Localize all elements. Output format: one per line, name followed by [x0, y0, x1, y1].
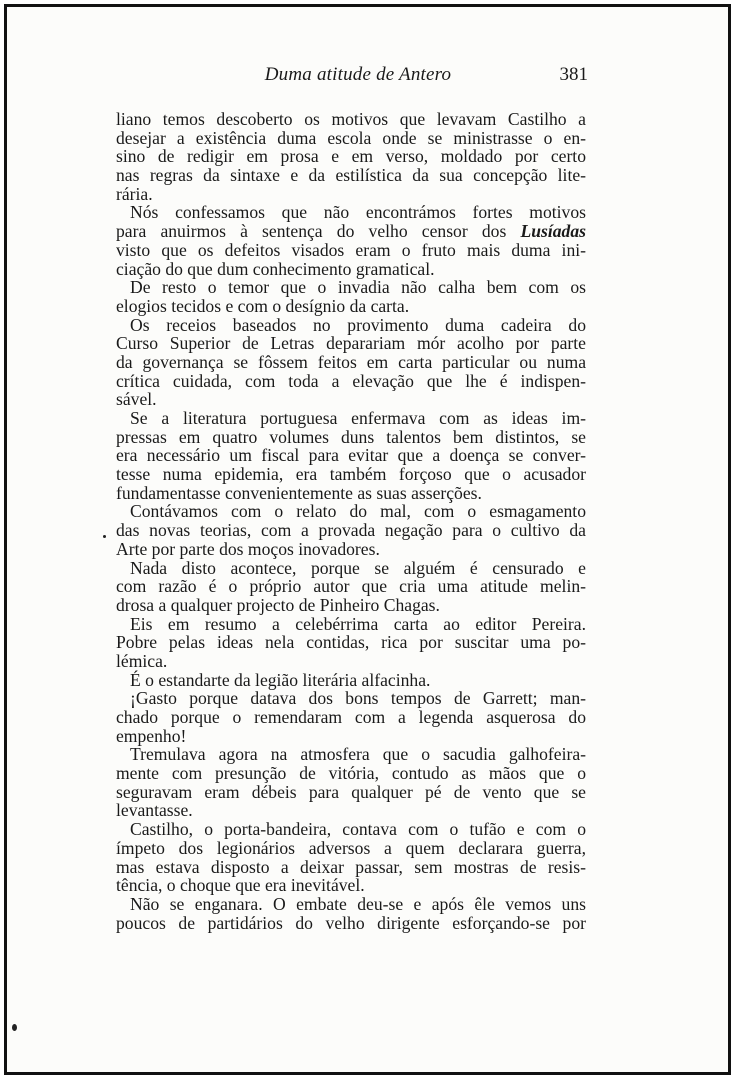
- text-line: empenho!: [116, 725, 187, 746]
- text-line: desejar a existência duma escola onde se ministrasse o en-: [116, 127, 586, 148]
- text-line: Castilho, o porta-bandeira, contava com o tufão e com o: [130, 819, 586, 840]
- text-line: das novas teorias, com a provada negação para o cultivo da: [116, 520, 586, 541]
- text-line: crítica cuidada, com toda a elevação que lhe é indispen-: [116, 370, 586, 391]
- text-line: ímpeto dos legionários adversos a quem declarara guerra,: [116, 837, 586, 858]
- running-title: Duma atitude de Antero: [264, 64, 452, 85]
- text-segment: para anuirmos à sentença do velho censor dos: [116, 221, 521, 242]
- text-line: ciação do que dum conhecimento gramatical.: [116, 258, 435, 279]
- text-line: sino de redigir em prosa e em verso, moldado por certo: [116, 146, 586, 167]
- text-line: pressas em quatro volumes duns talentos bem distintos, se: [116, 426, 586, 447]
- text-line: Não se enganara. O embate deu-se e após êle vemos uns: [130, 893, 586, 914]
- text-line: poucos de partidários do velho dirigente esforçando-se por: [116, 912, 586, 933]
- text-line: levantasse.: [116, 800, 193, 821]
- text-line: É o estandarte da legião literária alfacinha.: [130, 669, 431, 690]
- text-line: Nada disto acontece, porque se alguém é censurado e: [130, 557, 586, 578]
- text-line: Tremulava agora na atmosfera que o sacudia galhofeira-: [130, 744, 586, 765]
- text-line: visto que os defeitos visados eram o fruto mais duma ini-: [116, 239, 586, 260]
- text-line: chado porque o remendaram com a legenda asquerosa do: [116, 707, 586, 727]
- text-line: ¡Gasto porque datava dos bons tempos de Garrett; man-: [130, 688, 586, 709]
- margin-speck: [103, 535, 106, 538]
- page-number: 381: [559, 64, 588, 85]
- text-line: tência, o choque que era inevitável.: [116, 875, 365, 896]
- text-line: elogios tecidos e com o desígnio da carta.: [116, 295, 410, 316]
- text-line: seguravam eram débeis para qualquer pé de vento que se: [116, 781, 586, 802]
- text-line: sável.: [116, 389, 157, 410]
- text-line: mente com presunção de vitória, contudo as mãos que o: [116, 763, 586, 784]
- emphasized-title: Lusíadas: [520, 221, 586, 242]
- text-line: lémica.: [116, 650, 168, 671]
- text-line: da governança se fôssem feitos em carta particular ou numa: [116, 351, 586, 372]
- text-line: De resto o temor que o invadia não calha bem com os: [130, 277, 586, 298]
- text-line: Nós confessamos que não encontrámos fortes motivos: [130, 202, 586, 223]
- text-line: Se a literatura portuguesa enfermava com as ideas im-: [130, 408, 586, 428]
- text-line: Arte por parte dos moços inovadores.: [116, 538, 380, 559]
- text-line: nas regras da sintaxe e da estilística da sua concepção lite-: [116, 165, 586, 186]
- text-line: era necessário um fiscal para evitar que a doença se conver-: [116, 445, 586, 466]
- text-line: Contávamos com o relato do mal, com o esmagamento: [130, 501, 586, 522]
- page-header: [108, 64, 588, 92]
- text-line: tesse numa epidemia, era também forçoso que o acusador: [116, 464, 586, 485]
- text-line: fundamentasse convenientemente as suas asserções.: [116, 482, 482, 503]
- text-line: Os receios baseados no provimento duma cadeira do: [130, 314, 586, 335]
- text-line: Eis em resumo a celebérrima carta ao editor Pereira.: [130, 613, 586, 634]
- text-line: [116, 222, 586, 241]
- margin-speck: [12, 1024, 17, 1031]
- body-text: [116, 110, 586, 932]
- text-line: Pobre pelas ideas nela contidas, rica por suscitar uma po-: [116, 632, 586, 653]
- text-line: Curso Superior de Letras deparariam mór acolho por parte: [116, 333, 586, 354]
- text-line: rária.: [116, 183, 153, 204]
- text-line: com razão é o próprio autor que cria uma atitude melin-: [116, 576, 586, 597]
- text-line: liano temos descoberto os motivos que levavam Castilho a: [116, 109, 586, 129]
- text-line: drosa a qualquer projecto de Pinheiro Chagas.: [116, 594, 440, 615]
- text-line: mas estava disposto a deixar passar, sem mostras de resis-: [116, 856, 586, 877]
